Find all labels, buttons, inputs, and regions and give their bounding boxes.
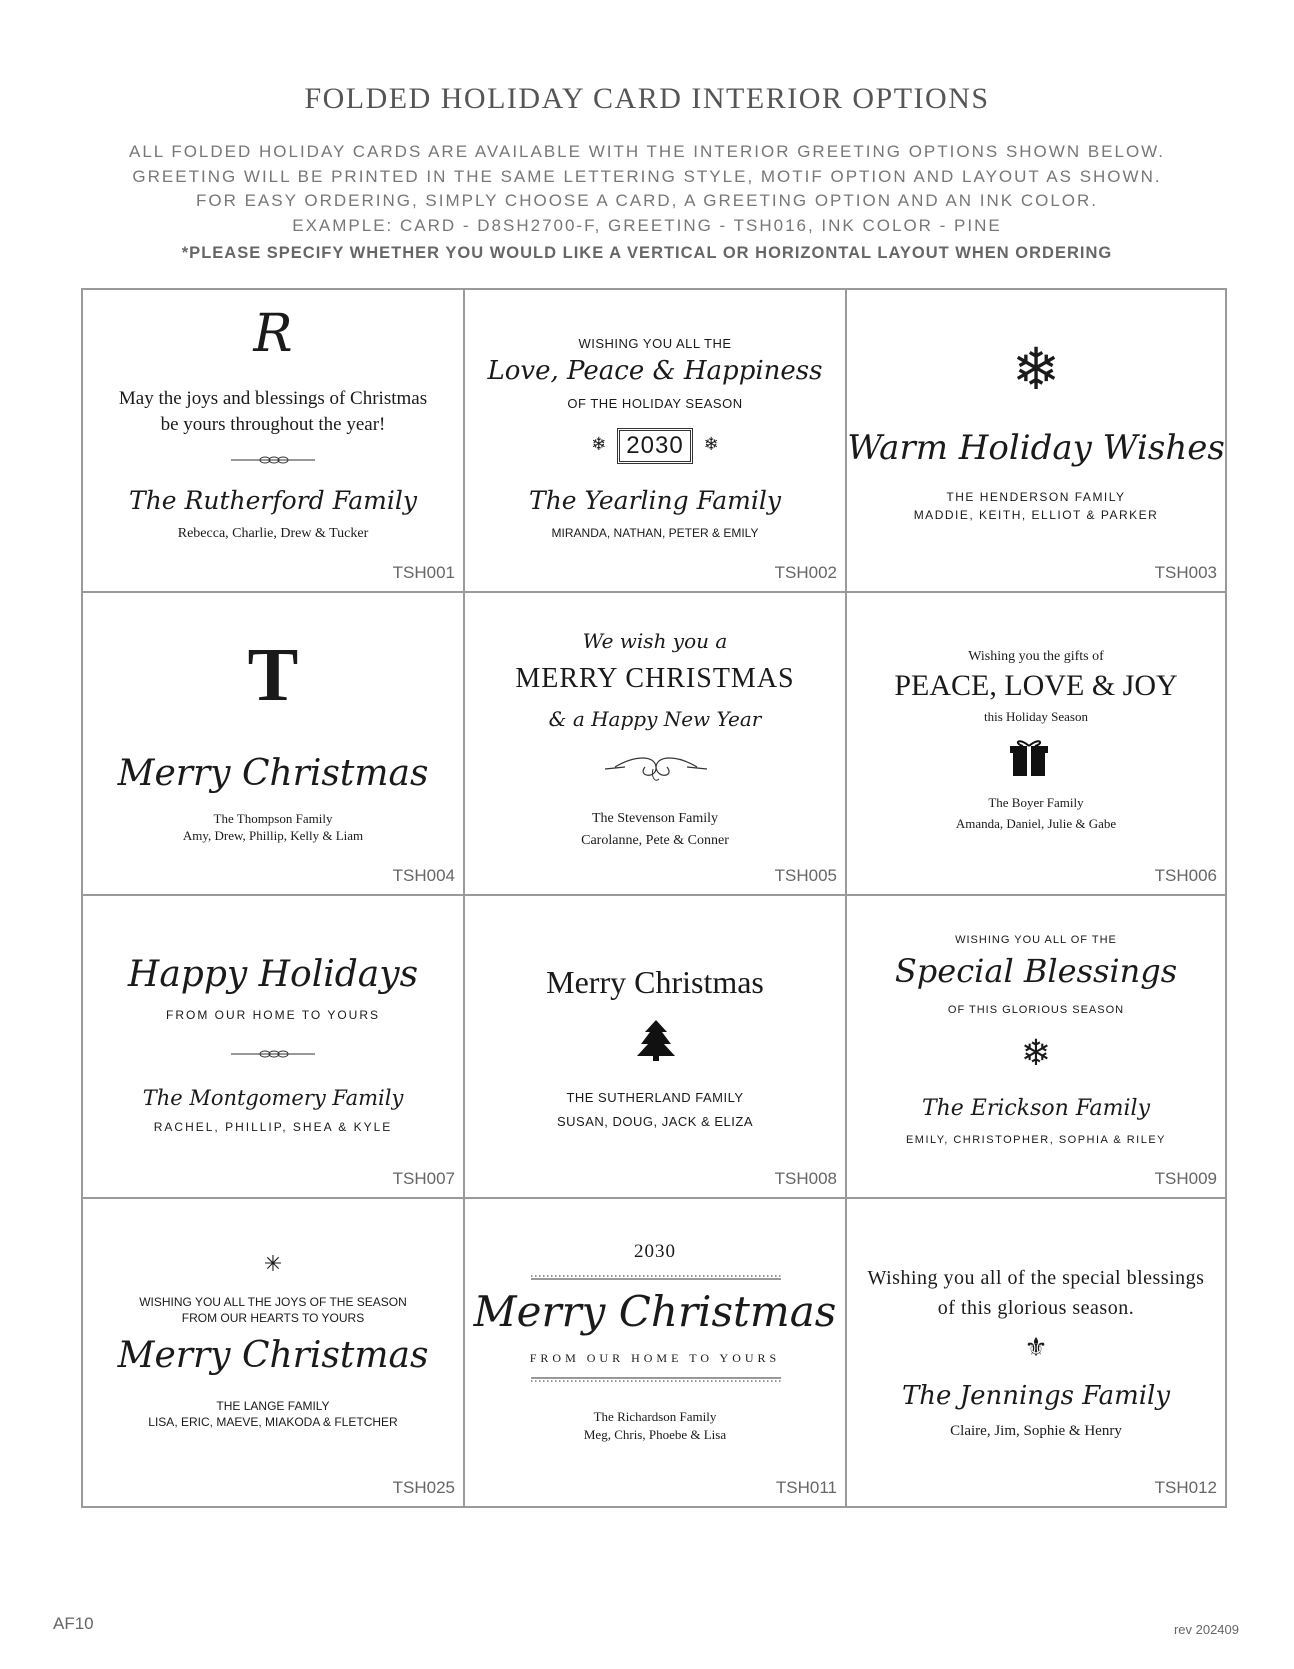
option-code: TSH007: [392, 1169, 455, 1188]
greeting-main: PEACE, LOVE & JOY: [894, 669, 1178, 702]
family-name: THE LANGE FAMILY: [216, 1399, 330, 1413]
year-label: 2030: [617, 428, 692, 464]
greeting-line: WISHING YOU ALL THE JOYS OF THE SEASON: [139, 1295, 407, 1309]
family-members: Amy, Drew, Phillip, Kelly & Liam: [182, 828, 364, 843]
family-members: LISA, ERIC, MAEVE, MIAKODA & FLETCHER: [148, 1415, 398, 1429]
family-members: SUSAN, DOUG, JACK & ELIZA: [557, 1114, 753, 1129]
dotted-rule: [465, 1377, 845, 1383]
option-code: TSH005: [774, 866, 837, 885]
option-code: TSH004: [392, 866, 455, 885]
greeting-card-tsh003[interactable]: [847, 290, 1225, 593]
greeting-script: Love, Peace & Happiness: [487, 356, 823, 386]
greeting-card-tsh025[interactable]: [83, 1199, 465, 1506]
snowflake-icon: ❄: [1020, 1033, 1052, 1073]
family-members: EMILY, CHRISTOPHER, SOPHIA & RILEY: [905, 1134, 1167, 1146]
family-members: Rebecca, Charlie, Drew & Tucker: [177, 526, 369, 541]
option-code: TSH009: [1154, 1169, 1217, 1188]
page-title: FOLDED HOLIDAY CARD INTERIOR OPTIONS: [304, 82, 990, 115]
family-members: Amanda, Daniel, Julie & Gabe: [955, 816, 1117, 831]
option-code: TSH003: [1154, 563, 1217, 582]
family-name: The Richardson Family: [593, 1409, 717, 1424]
option-code: TSH002: [774, 563, 837, 582]
family-members: Meg, Chris, Phoebe & Lisa: [583, 1427, 727, 1442]
greeting-top: WISHING YOU ALL THE: [578, 336, 732, 351]
layout-note: *PLEASE SPECIFY WHETHER YOU WOULD LIKE A VERTICAL OR HORIZONTAL LAYOUT WHEN ORDERING: [181, 244, 1113, 262]
flourish-divider-icon: [83, 454, 463, 466]
flourish-icon: [465, 753, 845, 787]
year-frame: [465, 428, 845, 464]
family-name: The Rutherford Family: [129, 486, 417, 515]
intro-line: EXAMPLE: CARD - D8SH2700-F, GREETING - TSH016, INK COLOR - PINE: [292, 215, 1002, 235]
page-code: AF10: [53, 1614, 94, 1633]
greeting-card-tsh007[interactable]: [83, 896, 465, 1199]
dotted-rule: [465, 1275, 845, 1281]
greeting-top: WISHING YOU ALL OF THE: [955, 934, 1117, 946]
family-name: The Stevenson Family: [592, 811, 718, 826]
greeting-card-tsh005[interactable]: [465, 593, 847, 896]
revision-label: rev 202409: [1173, 1622, 1239, 1637]
greeting-card-tsh002[interactable]: [465, 290, 847, 593]
greeting-line: of this glorious season.: [937, 1297, 1135, 1319]
family-members: Claire, Jim, Sophie & Henry: [950, 1423, 1122, 1439]
greeting-script: Merry Christmas: [546, 964, 764, 1000]
greeting-card-tsh001[interactable]: [83, 290, 465, 593]
greeting-script: Merry Christmas: [117, 753, 429, 794]
monogram: R: [253, 304, 293, 364]
intro-text: [0, 140, 1294, 238]
intro-line: GREETING WILL BE PRINTED IN THE SAME LETTERING STYLE, MOTIF OPTION AND LAYOUT AS SHOWN.: [132, 166, 1162, 186]
option-code: TSH008: [774, 1169, 837, 1188]
sprig-right-icon: ❄: [703, 434, 719, 454]
flourish-divider-icon: [83, 1048, 463, 1060]
option-code: TSH012: [1154, 1478, 1217, 1497]
tree-icon: [465, 1018, 845, 1062]
star-icon: ✳: [263, 1251, 283, 1276]
intro-line: ALL FOLDED HOLIDAY CARDS ARE AVAILABLE WITH THE INTERIOR GREETING OPTIONS SHOWN BELOW.: [128, 142, 1166, 161]
greeting-script: Warm Holiday Wishes: [847, 428, 1225, 468]
greeting-top: Wishing you the gifts of: [968, 649, 1104, 664]
family-name: The Montgomery Family: [142, 1086, 404, 1110]
greeting-line: be yours throughout the year!: [160, 414, 386, 435]
option-code: TSH011: [775, 1478, 837, 1497]
greeting-top: We wish you a: [582, 629, 728, 653]
intro-line: FOR EASY ORDERING, SIMPLY CHOOSE A CARD, A GREETING OPTION AND AN INK COLOR.: [195, 191, 1099, 210]
family-name: The Yearling Family: [529, 486, 781, 515]
greeting-card-tsh011[interactable]: [465, 1199, 847, 1506]
greeting-main: MERRY CHRISTMAS: [515, 663, 795, 694]
family-members: MIRANDA, NATHAN, PETER & EMILY: [551, 526, 759, 540]
family-name: The Erickson Family: [921, 1096, 1151, 1121]
family-name: The Boyer Family: [988, 795, 1084, 810]
sprig-left-icon: ❄: [591, 434, 607, 454]
family-members: Carolanne, Pete & Conner: [581, 833, 729, 848]
greeting-card-tsh009[interactable]: [847, 896, 1225, 1199]
monogram: T: [247, 633, 299, 717]
greeting-sub: OF THIS GLORIOUS SEASON: [947, 1004, 1125, 1016]
greeting-line: Wishing you all of the special blessings: [867, 1267, 1205, 1289]
option-code: TSH006: [1154, 866, 1217, 885]
greeting-line: FROM OUR HEARTS TO YOURS: [181, 1311, 365, 1325]
fleur-de-lis-icon: ⚜: [1024, 1333, 1048, 1362]
snowflake-icon: ❄: [1011, 337, 1061, 402]
greeting-script: Happy Holidays: [127, 954, 419, 995]
greeting-sub: FROM OUR HOME TO YOURS: [165, 1008, 380, 1022]
family-name: The Thompson Family: [213, 811, 333, 826]
greeting-card-tsh008[interactable]: [465, 896, 847, 1199]
family-name: The Jennings Family: [901, 1381, 1171, 1411]
greeting-script: Merry Christmas: [473, 1287, 837, 1336]
family-name: THE HENDERSON FAMILY: [946, 490, 1126, 504]
family-members: MADDIE, KEITH, ELLIOT & PARKER: [913, 508, 1159, 522]
greeting-card-tsh004[interactable]: [83, 593, 465, 896]
greeting-sub: OF THE HOLIDAY SEASON: [567, 396, 743, 411]
greeting-card-tsh006[interactable]: [847, 593, 1225, 896]
greeting-line: May the joys and blessings of Christmas: [118, 388, 428, 409]
greeting-sub: & a Happy New Year: [548, 707, 762, 731]
family-members: RACHEL, PHILLIP, SHEA & KYLE: [153, 1120, 393, 1134]
greeting-options-grid: [81, 288, 1227, 1508]
option-code: TSH025: [392, 1478, 455, 1497]
greeting-script: Merry Christmas: [117, 1335, 429, 1376]
greeting-sub: this Holiday Season: [984, 709, 1088, 724]
greeting-sub: FROM OUR HOME TO YOURS: [529, 1351, 781, 1365]
year-label: 2030: [634, 1241, 676, 1262]
gift-icon: [847, 739, 1225, 777]
family-name: THE SUTHERLAND FAMILY: [566, 1090, 744, 1105]
greeting-script: Special Blessings: [894, 952, 1178, 990]
option-code: TSH001: [392, 563, 455, 582]
greeting-card-tsh012[interactable]: [847, 1199, 1225, 1506]
